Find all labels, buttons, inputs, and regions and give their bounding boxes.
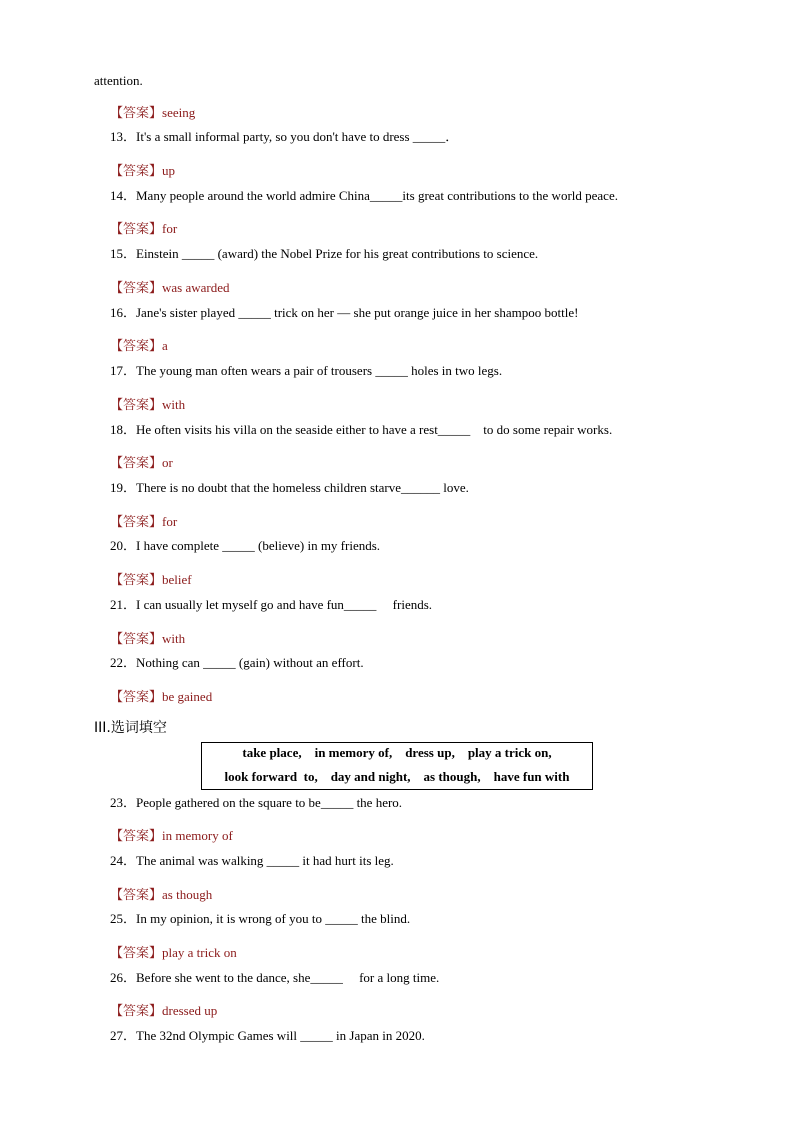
answer-tag: 【答案】: [110, 338, 163, 353]
question-line: 20．I have complete _____ (believe) in my friends.: [110, 538, 381, 553]
word-bank-row-2: look forward to, day and night, as though, have fun with: [224, 769, 570, 784]
answer-tag: 【答案】: [110, 514, 163, 529]
answer-tag: 【答案】: [110, 280, 163, 295]
answer-value: in memory of: [162, 828, 233, 843]
answer-value: or: [162, 455, 173, 470]
section-title: III.选词填空: [94, 720, 167, 736]
answer-line: [110, 572, 192, 588]
answer-tag: 【答案】: [110, 1003, 163, 1018]
answer-tag: 【答案】: [110, 455, 163, 470]
word-bank-row-1: take place, in memory of, dress up, play a trick on,: [242, 745, 552, 760]
question-line: 23．People gathered on the square to be_____ the hero.: [110, 795, 403, 810]
answer-value: up: [162, 163, 176, 178]
question-line: 18．He often visits his villa on the seaside either to have a rest_____ to do some repair works.: [110, 422, 613, 437]
answer-value: for: [162, 514, 178, 529]
answer-value: a: [162, 338, 168, 353]
answer-value: for: [162, 221, 178, 236]
answer-tag: 【答案】: [110, 572, 163, 587]
question-line: 17．The young man often wears a pair of trousers _____ holes in two legs.: [110, 363, 503, 378]
answer-tag: 【答案】: [110, 221, 163, 236]
answer-tag: 【答案】: [110, 828, 163, 843]
answer-line: [110, 689, 212, 705]
answer-value: seeing: [162, 105, 196, 120]
question-line: 15．Einstein _____ (award) the Nobel Prize for his great contributions to science.: [110, 246, 539, 261]
question-line: 22．Nothing can _____ (gain) without an effort.: [110, 655, 364, 670]
question-line: 13．It's a small informal party, so you don't have to dress _____．: [110, 129, 459, 144]
answer-tag: 【答案】: [110, 887, 163, 902]
answer-value: dressed up: [162, 1003, 218, 1018]
question-line: 21．I can usually let myself go and have fun_____ friends.: [110, 597, 433, 612]
question-line: 19．There is no doubt that the homeless children starve______ love.: [110, 480, 469, 495]
question-line: 24．The animal was walking _____ it had hurt its leg.: [110, 853, 394, 868]
question-line: 14．Many people around the world admire China_____its great contributions to the world peace.: [110, 188, 618, 203]
answer-line: [110, 1003, 217, 1019]
answer-line: [110, 397, 185, 413]
answer-value: with: [162, 397, 186, 412]
question-line: 27．The 32nd Olympic Games will _____ in Japan in 2020.: [110, 1028, 425, 1043]
answer-line: [110, 338, 168, 354]
answer-line: [110, 280, 230, 296]
answer-value: with: [162, 631, 186, 646]
answer-tag: 【答案】: [110, 163, 163, 178]
answer-line: [110, 945, 237, 961]
answer-line: [110, 631, 185, 647]
answer-line: [110, 455, 173, 471]
answer-tag: 【答案】: [110, 945, 163, 960]
answer-line: [110, 221, 177, 237]
answer-value: was awarded: [162, 280, 230, 295]
answer-value: belief: [162, 572, 192, 587]
word-bank-box: [201, 742, 593, 790]
question-line: 16．Jane's sister played _____ trick on her — she put orange juice in her shampoo bottle!: [110, 305, 579, 320]
answer-tag: 【答案】: [110, 689, 163, 704]
text-line: attention.: [94, 73, 143, 88]
answer-tag: 【答案】: [110, 105, 163, 120]
answer-value: be gained: [162, 689, 213, 704]
answer-line: [110, 887, 212, 903]
answer-value: as though: [162, 887, 213, 902]
question-line: 26．Before she went to the dance, she_____ for a long time.: [110, 970, 440, 985]
answer-line: [110, 163, 175, 179]
answer-tag: 【答案】: [110, 397, 163, 412]
answer-line: [110, 514, 177, 530]
answer-value: play a trick on: [162, 945, 237, 960]
answer-line: [110, 828, 233, 844]
answer-tag: 【答案】: [110, 631, 163, 646]
answer-line: [110, 105, 195, 121]
question-line: 25．In my opinion, it is wrong of you to _____ the blind.: [110, 911, 411, 926]
